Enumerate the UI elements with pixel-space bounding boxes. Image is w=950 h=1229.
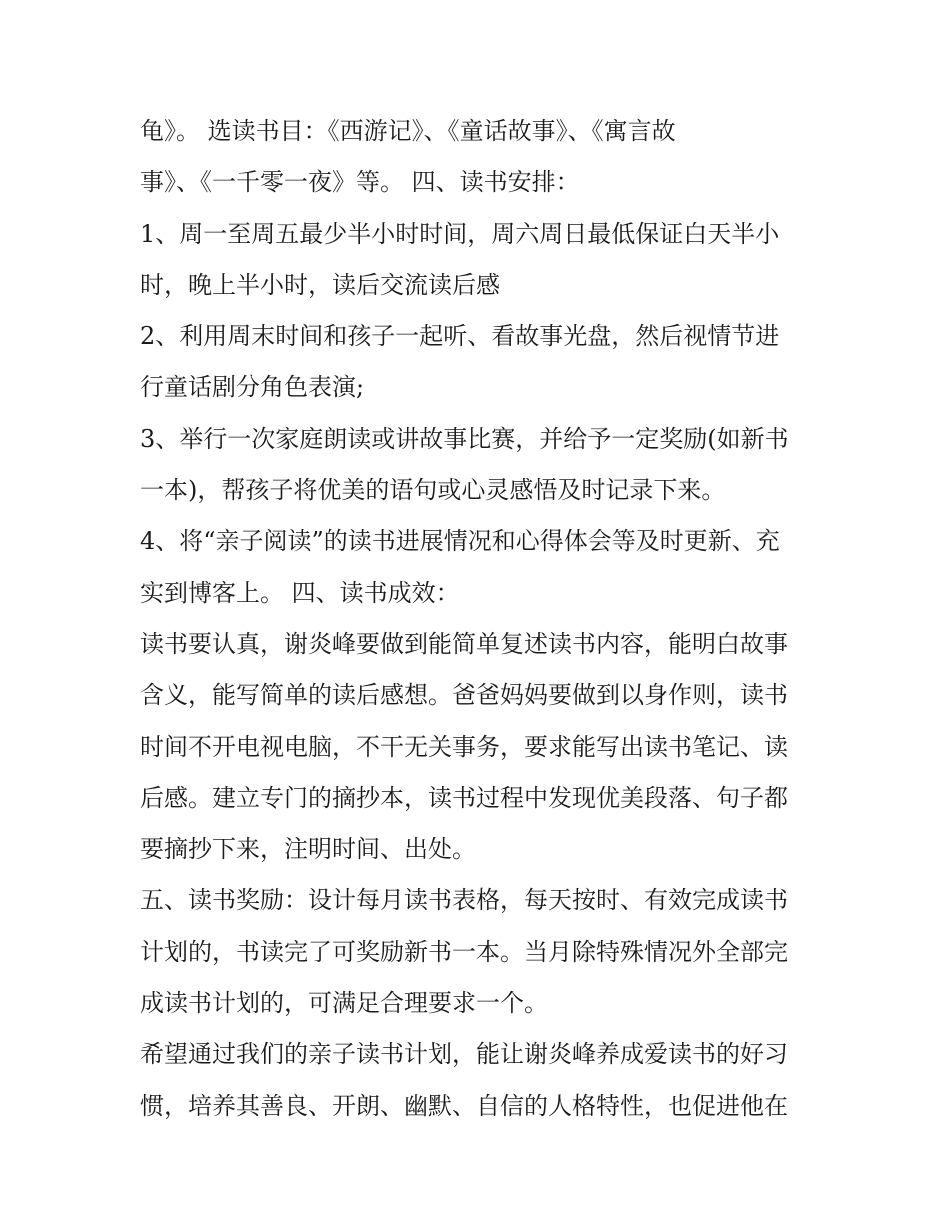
text-line: 五、读书奖励：设计每月读书表格，每天按时、有效完成读书 — [140, 886, 788, 915]
text-line: 4、将“亲子阅读”的读书进展情况和心得体会等及时更新、充 — [140, 527, 780, 556]
text-line: 行童话剧分角色表演; — [140, 373, 365, 402]
text-line: 希望通过我们的亲子读书计划，能让谢炎峰养成爱读书的好习 — [140, 1040, 788, 1069]
text-line: 读书要认真，谢炎峰要做到能简单复述读书内容，能明白故事 — [140, 629, 788, 658]
text-line: 惯，培养其善良、开朗、幽默、自信的人格特性，也促进他在 — [140, 1091, 788, 1120]
text-line: 龟》。 选读书目：《西游记》、《童话故事》、《寓言故 — [140, 117, 676, 145]
text-line: 3、举行一次家庭朗读或讲故事比赛，并给予一定奖励(如新书 — [140, 424, 789, 453]
text-line: 后感。建立专门的摘抄本，读书过程中发现优美段落、句子都 — [140, 783, 788, 812]
document-body — [140, 106, 820, 1132]
text-line: 成读书计划的，可满足合理要求一个。 — [140, 989, 548, 1018]
text-line: 时，晚上半小时，读后交流读后感 — [140, 270, 500, 299]
text-line: 2、利用周末时间和孩子一起听、看故事光盘，然后视情节进 — [140, 322, 780, 351]
text-line: 计划的，书读完了可奖励新书一本。当月除特殊情况外全部完 — [140, 937, 788, 966]
text-line: 要摘抄下来，注明时间、出处。 — [140, 835, 476, 864]
text-line: 事》、《一千零一夜》等。 四、读书安排： — [140, 168, 580, 197]
text-line: 含义，能写简单的读后感想。爸爸妈妈要做到以身作则，读书 — [140, 681, 788, 710]
text-line: 1、周一至周五最少半小时时间，周六周日最低保证白天半小 — [140, 219, 780, 248]
text-line: 一本)，帮孩子将优美的语句或心灵感悟及时记录下来。 — [140, 476, 726, 505]
text-line: 实到博客上。 四、读书成效： — [140, 578, 460, 607]
text-line: 时间不开电视电脑，不干无关事务，要求能写出读书笔记、读 — [140, 732, 788, 761]
